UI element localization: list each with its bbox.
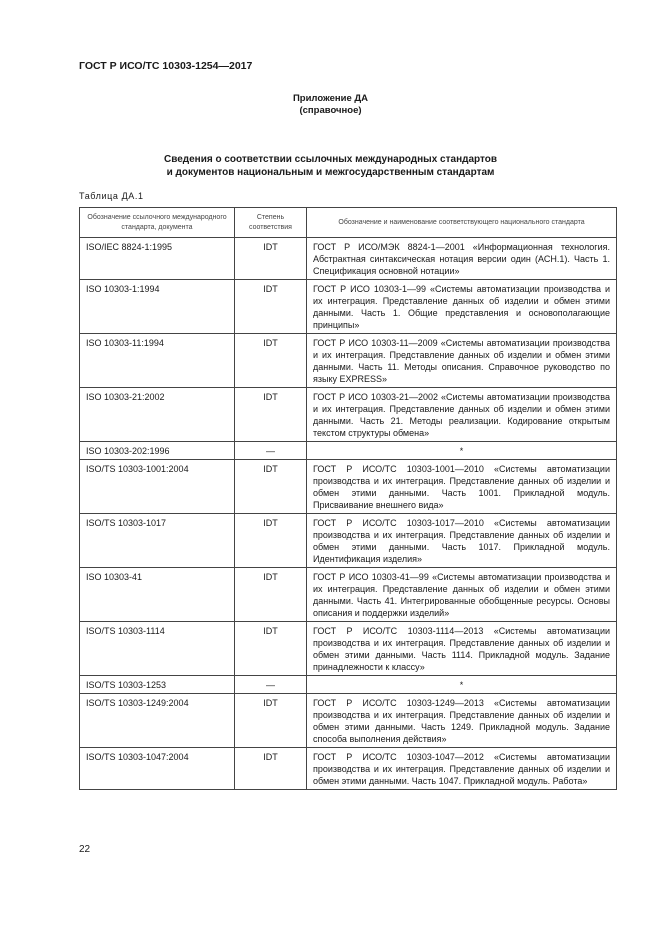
section-title bbox=[0, 153, 661, 179]
appendix-title: Приложение ДА bbox=[292, 93, 369, 104]
cell-ref: ISO 10303-21:2002 bbox=[80, 388, 235, 442]
cell-national: ГОСТ Р ИСО/ТС 10303-1249—2013 «Системы автоматизации производства и их интеграция. Представление данных об изделии и обмен этими данными. Часть 1249. Прикладной модуль. Задание способа выполнения действия» bbox=[307, 694, 617, 748]
cell-ref: ISO/TS 10303-1249:2004 bbox=[80, 694, 235, 748]
cell-ref: ISO/IEC 8824-1:1995 bbox=[80, 238, 235, 280]
cell-national: ГОСТ Р ИСО 10303-11—2009 «Системы автоматизации производства и их интеграция. Представление данных об изделии и обмен этими данными. Часть 11. Методы описания. Справочное руководство по языку EXPRESS» bbox=[307, 334, 617, 388]
header-degree: Степень соответствия bbox=[235, 208, 307, 238]
cell-ref: ISO/TS 10303-1001:2004 bbox=[80, 460, 235, 514]
table-row bbox=[80, 334, 617, 388]
table-row bbox=[80, 748, 617, 790]
table-row bbox=[80, 622, 617, 676]
cell-degree: IDT bbox=[235, 388, 307, 442]
appendix-note: (справочное) bbox=[299, 105, 362, 116]
cell-degree: — bbox=[235, 442, 307, 460]
cell-ref: ISO 10303-202:1996 bbox=[80, 442, 235, 460]
cell-degree: IDT bbox=[235, 748, 307, 790]
table-header-row bbox=[80, 208, 617, 238]
header-ref: Обозначение ссылочного международного стандарта, документа bbox=[80, 208, 235, 238]
cell-degree: IDT bbox=[235, 514, 307, 568]
table-row bbox=[80, 676, 617, 694]
cell-national: ГОСТ Р ИСО 10303-1—99 «Системы автоматизации производства и их интеграция. Представление данных об изделии и обмен этими данными. Часть 1. Общие представления и основополагающие принципы» bbox=[307, 280, 617, 334]
cell-national: ГОСТ Р ИСО/ТС 10303-1047—2012 «Системы автоматизации производства и их интеграция. Представление данных об изделии и обмен этими данными. Часть 1047. Прикладной модуль. Работа» bbox=[307, 748, 617, 790]
correspondence-table bbox=[79, 207, 617, 790]
table-row bbox=[80, 442, 617, 460]
cell-national: * bbox=[307, 676, 617, 694]
cell-national: ГОСТ Р ИСО 10303-41—99 «Системы автоматизации производства и их интеграция. Представление данных об изделии и обмен этими данными. Часть 41. Интегрированные обобщенные ресурсы. Основы описания и поддержки изделий» bbox=[307, 568, 617, 622]
cell-degree: — bbox=[235, 676, 307, 694]
cell-degree: IDT bbox=[235, 568, 307, 622]
page-number: 22 bbox=[79, 844, 91, 855]
table-row bbox=[80, 460, 617, 514]
cell-national: ГОСТ Р ИСО 10303-21—2002 «Системы автоматизации производства и их интеграция. Представление данных об изделии и обмен этими данными. Часть 21. Методы реализации. Кодирование открытым текстом структуры обмена» bbox=[307, 388, 617, 442]
cell-degree: IDT bbox=[235, 238, 307, 280]
cell-ref: ISO 10303-1:1994 bbox=[80, 280, 235, 334]
cell-degree: IDT bbox=[235, 460, 307, 514]
table-row bbox=[80, 568, 617, 622]
cell-degree: IDT bbox=[235, 622, 307, 676]
cell-national: ГОСТ Р ИСО/ТС 10303-1017—2010 «Системы автоматизации производства и их интеграция. Представление данных об изделии и обмен этими данными. Часть 1017. Прикладной модуль. Идентификация изделия» bbox=[307, 514, 617, 568]
cell-national: * bbox=[307, 442, 617, 460]
cell-national: ГОСТ Р ИСО/ТС 10303-1114—2013 «Системы автоматизации производства и их интеграция. Представление данных об изделии и обмен этими данными. Часть 1114. Прикладной модуль. Задание принадлежности к классу» bbox=[307, 622, 617, 676]
cell-ref: ISO 10303-41 bbox=[80, 568, 235, 622]
cell-national: ГОСТ Р ИСО/МЭК 8824-1—2001 «Информационная технология. Абстрактная синтаксическая нотация версии один (АСН.1). Часть 1. Спецификация основной нотации» bbox=[307, 238, 617, 280]
table-body bbox=[80, 238, 617, 790]
header-national: Обозначение и наименование соответствующего национального стандарта bbox=[307, 208, 617, 238]
table-row bbox=[80, 388, 617, 442]
cell-national: ГОСТ Р ИСО/ТС 10303-1001—2010 «Системы автоматизации производства и их интеграция. Представление данных об изделии и обмен этими данными. Часть 1001. Прикладной модуль. Присваивание внешнего вида» bbox=[307, 460, 617, 514]
table-row bbox=[80, 514, 617, 568]
cell-ref: ISO 10303-11:1994 bbox=[80, 334, 235, 388]
table-row bbox=[80, 238, 617, 280]
section-title-line2: и документов национальным и межгосударственным стандартам bbox=[166, 167, 495, 178]
cell-ref: ISO/TS 10303-1114 bbox=[80, 622, 235, 676]
cell-ref: ISO/TS 10303-1047:2004 bbox=[80, 748, 235, 790]
table-label: Таблица ДА.1 bbox=[79, 191, 144, 201]
cell-degree: IDT bbox=[235, 280, 307, 334]
cell-degree: IDT bbox=[235, 334, 307, 388]
cell-ref: ISO/TS 10303-1253 bbox=[80, 676, 235, 694]
appendix-heading bbox=[0, 93, 661, 117]
document-code: ГОСТ Р ИСО/ТС 10303-1254—2017 bbox=[79, 60, 253, 72]
section-title-line1: Сведения о соответствии ссылочных международных стандартов bbox=[163, 154, 498, 165]
table-row bbox=[80, 694, 617, 748]
cell-ref: ISO/TS 10303-1017 bbox=[80, 514, 235, 568]
table-row bbox=[80, 280, 617, 334]
cell-degree: IDT bbox=[235, 694, 307, 748]
